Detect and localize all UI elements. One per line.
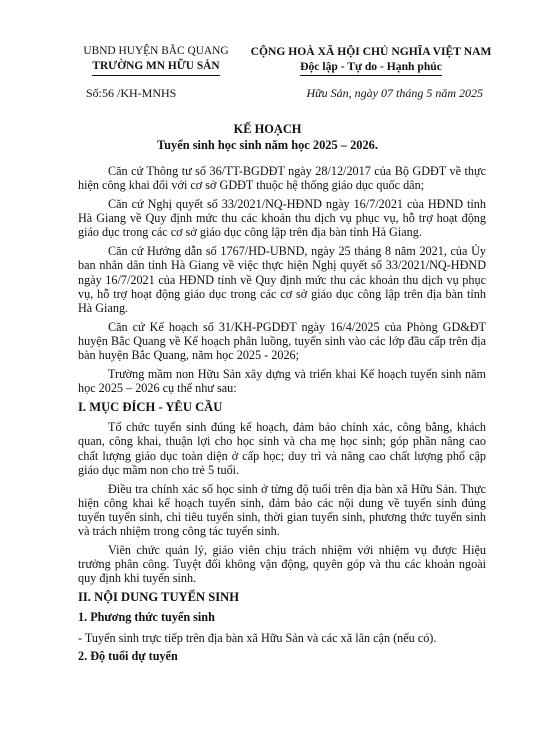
paragraph: Điều tra chính xác số học sinh ở từng độ tuổi trên địa bàn xã Hữu Sản. Thực hiện công khai kế hoạch tuyển sinh, đảm bảo các nội dung về tuyển sinh đúng tuyển tuyển sinh, chỉ tiêu tuyển sinh, thời gian tuyển sinh, phương thức tuyển sinh và trách nhiệm trong công tác tuyển sinh. xyxy=(78,481,486,539)
nation-line-2: Độc lập - Tự do - Hạnh phúc xyxy=(300,59,442,76)
org-line-1: UBND HUYỆN BẮC QUANG xyxy=(83,45,229,57)
subsection-heading: 2. Độ tuổi dự tuyển xyxy=(78,649,178,664)
paragraph: Tổ chức tuyển sinh đúng kế hoạch, đảm bảo chính xác, công bằng, khách quan, công khai, thuận lợi cho học sinh và cha mẹ học sinh; góp phần nâng cao chất lượng giáo dục toàn diện ở cấp học; duy trì và nâng cao chất lượng phổ cập giáo dục mầm non cho trẻ 5 tuổi. xyxy=(78,420,486,477)
section-heading: I. MỤC ĐÍCH - YÊU CẦU xyxy=(78,400,223,415)
issuing-organization xyxy=(68,44,244,76)
nation-line-1: CỘNG HOÀ XÃ HỘI CHỦ NGHĨA VIỆT NAM xyxy=(250,45,492,58)
subsection-heading: 1. Phương thức tuyển sinh xyxy=(78,610,215,625)
title-main: KẾ HOẠCH xyxy=(233,122,302,136)
reference-row xyxy=(86,86,483,101)
section-heading: II. NỘI DUNG TUYỂN SINH xyxy=(78,590,240,605)
national-motto xyxy=(247,44,495,76)
document-header xyxy=(68,44,495,76)
place-date: Hữu Sản, ngày 07 tháng 5 năm 2025 xyxy=(306,86,483,100)
document-body xyxy=(78,164,486,670)
org-line-2: TRƯỜNG MN HỮU SẢN xyxy=(92,59,219,76)
paragraph: Trường mầm non Hữu Sản xây dựng và triển khai Kế hoạch tuyển sinh năm học 2025 – 2026 cụ thể như sau: xyxy=(78,367,486,396)
paragraph: Căn cứ Hướng dẫn số 1767/HD-UBND, ngày 25 tháng 8 năm 2021, của Ủy ban nhân dân tỉnh Hà Giang về việc thực hiện Nghị quyết số 33/2021/NQ-HĐND ngày 16/7/2021 của HĐND tỉnh về Quy định mức thu các khoản thu dịch vụ phục vụ, hỗ trợ hoạt động giáo dục trong các cơ sở giáo dục công lập trên địa bàn tỉnh Hà Giang. xyxy=(78,244,486,316)
list-item: - Tuyển sinh trực tiếp trên địa bàn xã Hữu Sản và các xã lân cận (nếu có). xyxy=(78,630,437,645)
paragraph: Căn cứ Nghị quyết số 33/2021/NQ-HĐND ngày 16/7/2021 của HĐND tỉnh Hà Giang về Quy định mức thu các khoản thu dịch vụ phục vụ, hỗ trợ hoạt động giáo dục trong các cơ sở giáo dục công lập trên địa bàn tỉnh Hà Giang. xyxy=(78,197,486,240)
document-number: Số:56 /KH-MNHS xyxy=(86,86,177,100)
document-title xyxy=(0,121,535,153)
title-sub: Tuyển sinh học sinh năm học 2025 – 2026. xyxy=(157,138,378,152)
paragraph: Viên chức quản lý, giáo viên chịu trách nhiệm với nhiệm vụ được Hiệu trưởng phân công. Tuyệt đối không vận động, quyên góp và thu các khoản ngoài quy định khi tuyển sinh. xyxy=(78,543,486,586)
paragraph: Căn cứ Thông tư số 36/TT-BGDĐT ngày 28/12/2017 của Bộ GDĐT về thực hiện công khai đối với cơ sở GDĐT thuộc hệ thống giáo dục quốc dân; xyxy=(78,164,486,193)
paragraph: Căn cứ Kế hoạch số 31/KH-PGDĐT ngày 16/4/2025 của Phòng GD&ĐT huyện Bắc Quang về Kế hoạch phân luồng, tuyển sinh vào các lớp đầu cấp trên địa bàn huyện Bắc Quang, năm học 2025 - 2026; xyxy=(78,319,486,363)
